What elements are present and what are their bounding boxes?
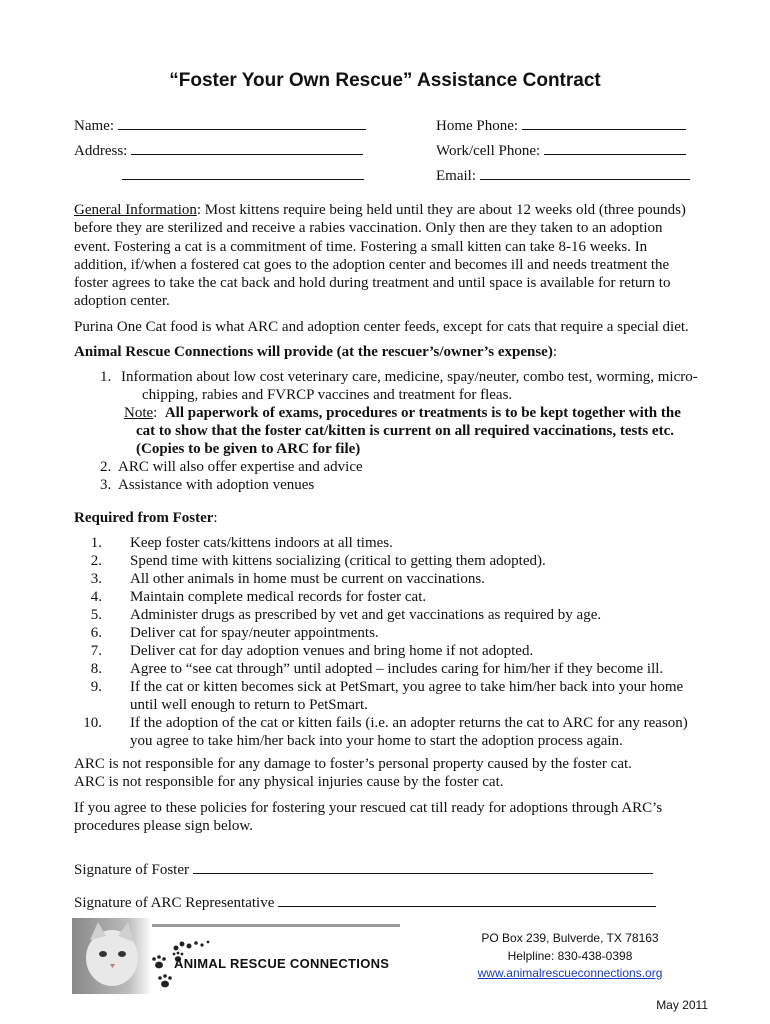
general-information-heading: General Information	[74, 202, 197, 218]
arc-note-line-2: cat to show that the foster cat/kitten is current on all required vaccinations, tests etc.	[136, 423, 674, 439]
footer-helpline: Helpline: 830-438-0398	[507, 948, 633, 963]
arc-note-line-1: Note: All paperwork of exams, procedures or treatments is to be kept together with the	[124, 405, 681, 421]
required-item-number: 8.	[90, 661, 102, 677]
note-text-1: All paperwork of exams, procedures or treatments is to be kept together with the	[164, 405, 681, 421]
arc-signature-label: Signature of ARC Representative	[74, 895, 275, 911]
note-label: Note	[124, 405, 154, 421]
arc-item-1-line-2: chipping, rabies and FVRCP vaccines and treatment for fleas.	[142, 387, 513, 403]
work-phone-label: Work/cell Phone:	[436, 143, 541, 159]
address-label: Address:	[74, 143, 128, 159]
general-information-text: : Most kittens require being held until they are about 12 weeks old (three pounds) before they are sterilized and receive a rabies vaccination. Only then are they taken to an adoption event. Fostering a cat is a commitment of time. Fostering a small kitten can take 8-16 weeks. In addition, if/when a fostered cat goes to the adoption center and becomes ill and needs treatment the foster agrees to take the cat back and hold during treatment and until space is available for return to adoption center.	[74, 202, 686, 310]
arc-item-3	[100, 476, 314, 494]
footer-contact	[440, 930, 700, 983]
required-item-text: Keep foster cats/kittens indoors at all times.	[130, 535, 393, 551]
arc-signature-field	[74, 893, 656, 912]
page-title: “Foster Your Own Rescue” Assistance Contract	[169, 70, 601, 91]
required-item-number: 7.	[90, 643, 102, 659]
disclaimer-injuries: ARC is not responsible for any physical injuries cause by the foster cat.	[74, 774, 504, 790]
required-item-text: Administer drugs as prescribed by vet and get vaccinations as required by age.	[130, 607, 602, 623]
arc-provides-heading	[74, 343, 700, 361]
document-date: May 2011	[656, 998, 708, 1012]
required-item-number: 4.	[90, 589, 102, 605]
arc-provides-heading-colon: :	[552, 344, 557, 360]
email-label: Email:	[436, 168, 476, 184]
arc-item-2	[100, 458, 363, 476]
required-item-text: If the cat or kitten becomes sick at PetSmart, you agree to take him/her back into your home	[130, 679, 684, 695]
arc-item-2-number: 2.	[100, 459, 112, 475]
address-line[interactable]	[131, 141, 363, 155]
website-link[interactable]: www.animalrescueconnections.org	[477, 966, 663, 980]
address-line-2[interactable]	[122, 166, 364, 180]
arc-item-3-number: 3.	[100, 477, 112, 493]
required-item-text: Deliver cat for day adoption venues and bring home if not adopted.	[130, 643, 534, 659]
required-item-number: 5.	[90, 607, 102, 623]
address-line-2-field	[122, 166, 364, 185]
foster-signature-label: Signature of Foster	[74, 862, 189, 878]
required-item-text: Spend time with kittens socializing (critical to getting them adopted).	[130, 553, 546, 569]
arc-item-1-line-1	[100, 368, 698, 386]
arc-signature-line[interactable]	[278, 893, 656, 907]
required-item-number: 9.	[90, 679, 102, 695]
home-phone-label: Home Phone:	[436, 118, 519, 134]
name-field	[74, 116, 366, 135]
home-phone-field	[436, 116, 686, 135]
required-item-number: 6.	[90, 625, 102, 641]
required-item-number: 1.	[90, 535, 102, 551]
foster-signature-field	[74, 860, 653, 879]
arc-item-3-text: Assistance with adoption venues	[118, 477, 315, 493]
required-item-text: you agree to take him/her back into your home to start the adoption process again.	[130, 733, 623, 749]
email-line[interactable]	[480, 166, 690, 180]
arc-item-2-text: ARC will also offer expertise and advice	[118, 459, 363, 475]
email-field	[436, 166, 690, 185]
arc-item-1-number: 1.	[100, 369, 112, 385]
required-item-number: 3.	[90, 571, 102, 587]
disclaimer-damage: ARC is not responsible for any damage to foster’s personal property caused by the foster cat.	[74, 756, 632, 772]
name-label: Name:	[74, 118, 114, 134]
arc-provides-heading-text: Animal Rescue Connections will provide (at the rescuer’s/owner’s expense)	[74, 344, 553, 360]
agreement-paragraph: If you agree to these policies for fostering your rescued cat till ready for adoptions through ARC’s procedures please sign below.	[74, 800, 663, 835]
required-heading-text: Required from Foster	[74, 510, 214, 526]
work-phone-line[interactable]	[544, 141, 686, 155]
footer-address: PO Box 239, Bulverde, TX 78163	[481, 931, 659, 945]
work-phone-field	[436, 141, 686, 160]
required-heading	[74, 509, 700, 527]
purina-paragraph: Purina One Cat food is what ARC and adoption center feeds, except for cats that require a special diet.	[74, 319, 689, 335]
name-line[interactable]	[118, 116, 366, 130]
required-item-text: Agree to “see cat through” until adopted – includes caring for him/her if they become ill.	[130, 661, 664, 677]
required-item-number: 2.	[90, 553, 102, 569]
arc-note-line-3: (Copies to be given to ARC for file)	[136, 441, 361, 457]
address-field	[74, 141, 363, 160]
required-heading-colon: :	[213, 510, 218, 526]
arc-logo	[72, 918, 402, 996]
required-item-text: If the adoption of the cat or kitten fails (i.e. an adopter returns the cat to ARC for any reason)	[130, 715, 688, 731]
required-item-text: All other animals in home must be current on vaccinations.	[130, 571, 485, 587]
required-item-text: until well enough to return to PetSmart.	[130, 697, 368, 713]
logo-text: ANIMAL RESCUE CONNECTIONS	[174, 956, 390, 971]
foster-signature-line[interactable]	[193, 860, 653, 874]
general-information	[74, 201, 700, 311]
arc-item-1-text: Information about low cost veterinary care, medicine, spay/neuter, combo test, worming, micro-	[121, 369, 698, 385]
required-item-number: 10.	[83, 715, 102, 731]
home-phone-line[interactable]	[522, 116, 686, 130]
required-item-text: Deliver cat for spay/neuter appointments.	[130, 625, 379, 641]
required-item-text: Maintain complete medical records for foster cat.	[130, 589, 427, 605]
